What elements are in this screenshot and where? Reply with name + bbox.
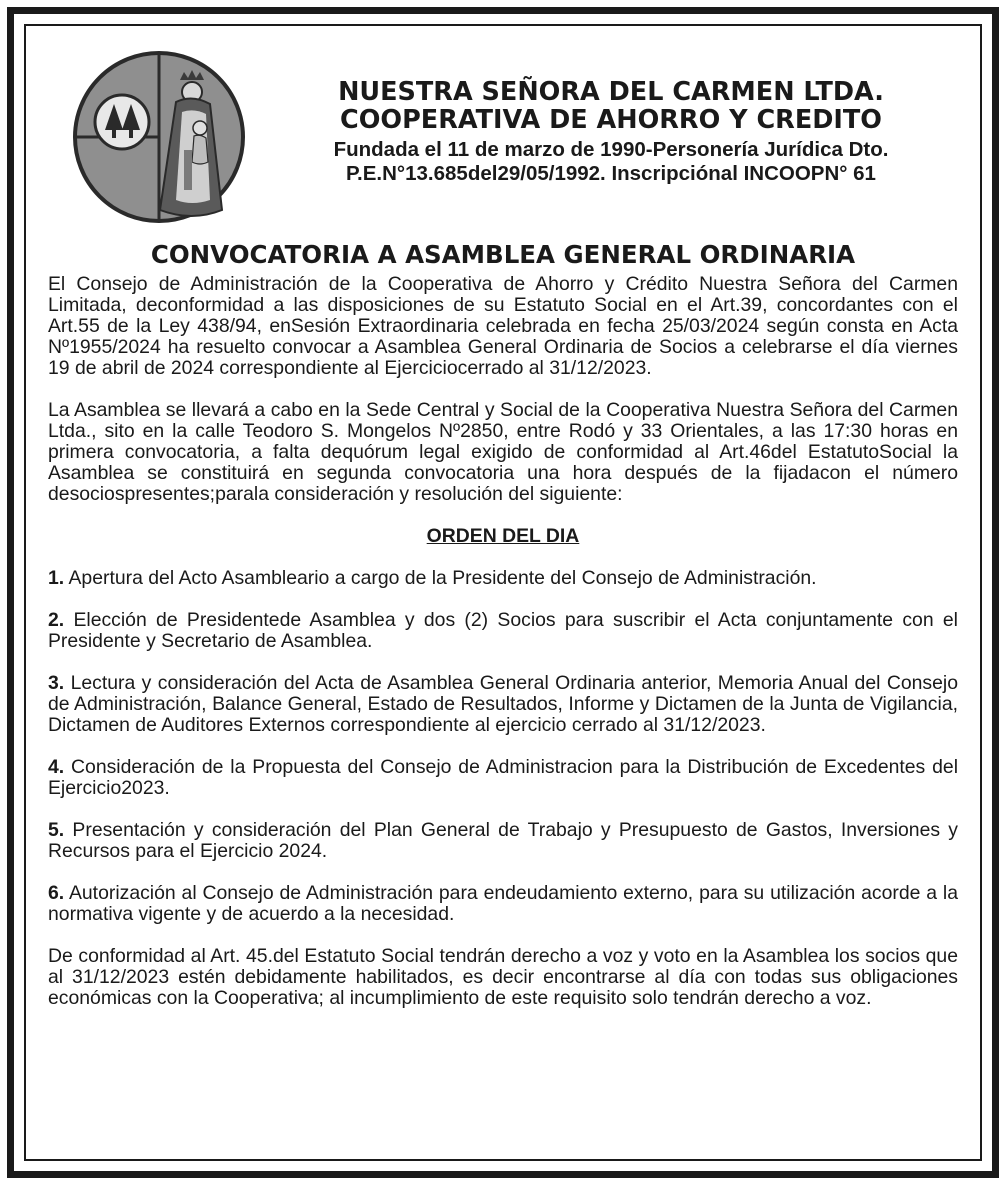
agenda-item-text: Elección de Presidentede Asamblea y dos (2) Socios para suscribir el Acta conjuntamente con el Presidente y Secretario de Asamblea.	[48, 609, 958, 652]
notice-frame	[7, 7, 999, 1178]
org-name-line1: NUESTRA SEÑORA DEL CARMEN LTDA.	[338, 77, 884, 107]
agenda-item-text: Presentación y consideración del Plan General de Trabajo y Presupuesto de Gastos, Inversiones y Recursos para el Ejercicio 2024.	[48, 819, 958, 862]
agenda-item-5	[48, 820, 958, 862]
paragraph-convocation: El Consejo de Administración de la Cooperativa de Ahorro y Crédito Nuestra Señora del Carmen Limitada, deconformidad a las disposiciones de su Estatuto Social en el Art.39, concordantes con el Art.55 de la Ley 438/94, enSesión Extraordinaria celebrada en fecha 25/03/2024 según consta en Acta Nº1955/2024 ha resuelto convocar a Asamblea General Ordinaria de Socios a celebrarse el día viernes 19 de abril de 2024 correspondiente al Ejerciciocerrado al 31/12/2023.	[48, 273, 958, 379]
agenda-item-number: 1.	[48, 567, 65, 589]
notice-inner-border	[24, 24, 982, 1161]
header-block	[256, 78, 966, 186]
agenda-item-6	[48, 883, 958, 925]
agenda-item-1	[48, 568, 958, 589]
agenda-item-4	[48, 757, 958, 799]
org-name-line2: COOPERATIVA DE AHORRO Y CREDITO	[340, 105, 882, 135]
agenda-item-number: 2.	[48, 609, 65, 631]
agenda-item-2	[48, 610, 958, 652]
agenda-item-text: Consideración de la Propuesta del Consejo de Administracion para la Distribución de Excedentes del Ejercicio2023.	[48, 756, 958, 799]
agenda-item-3	[48, 673, 958, 736]
agenda-item-text: Lectura y consideración del Acta de Asamblea General Ordinaria anterior, Memoria Anual del Consejo de Administración, Balance General, Estado de Resultados, Informe y Dictamen de la Junta de Vigilancia, Dictamen de Auditores Externos correspondiente al ejercicio cerrado al 31/12/2023.	[48, 672, 958, 736]
page-title: CONVOCATORIA A ASAMBLEA GENERAL ORDINARIA	[150, 240, 856, 269]
agenda-item-number: 6.	[48, 882, 65, 904]
paragraph-location: La Asamblea se llevará a cabo en la Sede Central y Social de la Cooperativa Nuestra Señora del Carmen Ltda., sito en la calle Teodoro S. Mongelos Nº2850, entre Rodó y 33 Orientales, a las 17:30 horas en primera convocatoria, a falta dequórum legal exigido de conformidad al Art.46del EstatutoSocial la Asamblea se constituirá en segunda convocatoria una hora después de la fijadacon el número desociospresentes;parala consideración y resolución del siguiente:	[48, 399, 958, 505]
notice-body	[48, 274, 958, 1009]
agenda-item-number: 4.	[48, 756, 65, 778]
agenda-item-number: 5.	[48, 819, 65, 841]
orden-del-dia-title: ORDEN DEL DIA	[426, 525, 580, 547]
agenda-item-text: Apertura del Acto Asambleario a cargo de la Presidente del Consejo de Administración.	[64, 567, 817, 589]
paragraph-closing: De conformidad al Art. 45.del Estatuto Social tendrán derecho a voz y voto en la Asamblea los socios que al 31/12/2023 estén debidamente habilitados, es decir encontrarse al día con todas sus obligaciones económicas con la Cooperativa; al incumplimiento de este requisito solo tendrán derecho a voz.	[48, 945, 958, 1009]
cooperative-logo-icon	[72, 50, 246, 224]
agenda-item-number: 3.	[48, 672, 65, 694]
founded-line2: P.E.N°13.685del29/05/1992. Inscripciónal INCOOPN° 61	[346, 162, 876, 185]
founded-line1: Fundada el 11 de marzo de 1990-Personería Jurídica Dto.	[333, 138, 889, 161]
agenda-item-text: Autorización al Consejo de Administración para endeudamiento externo, para su utilización acorde a la normativa vigente y de acuerdo a la necesidad.	[48, 882, 958, 925]
